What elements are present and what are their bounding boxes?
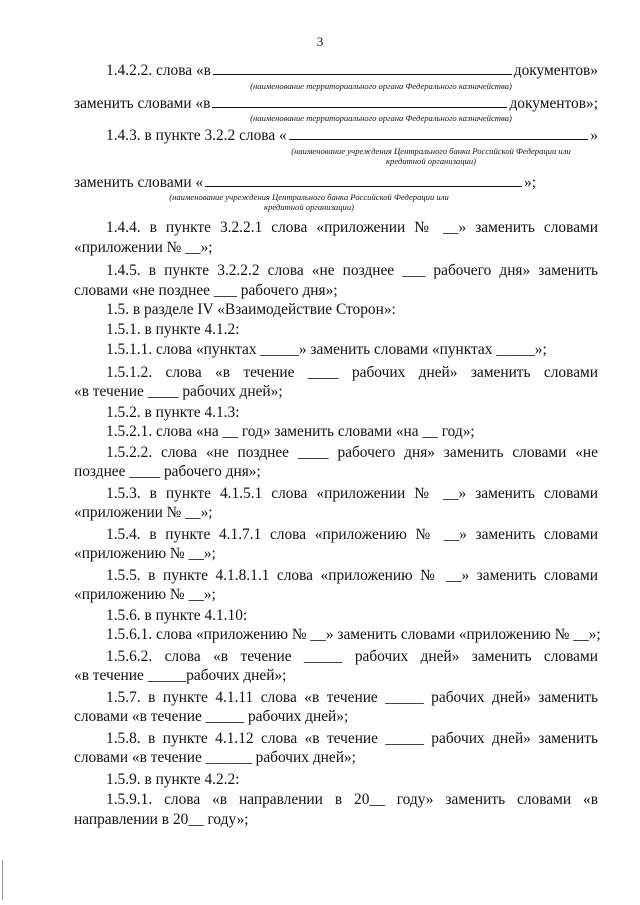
para-1-5-6: 1.5.6. в пункте 4.1.10: (106, 606, 248, 624)
para-1-5-1-2 (74, 363, 598, 402)
para-1-5-2-1: 1.5.2.1. слова «на __ год» заменить словами «на __ год»; (106, 423, 475, 440)
text: 1.5.4. в пункте 4.1.7.1 слова «приложению № __» заменить словами (106, 525, 598, 543)
para-1-4-5 (74, 261, 598, 300)
text: «приложении № __»; (74, 238, 213, 256)
para-1-5-1: 1.5.1. в пункте 4.1.2: (106, 320, 240, 338)
text: документов» (513, 62, 598, 79)
text: направлении в 20__ году»; (74, 810, 249, 828)
para-1-5-2-2 (74, 443, 598, 482)
text: 1.5.1.2. слова «в течение ____ рабочих дней» заменить словами (106, 363, 598, 381)
text: «в течение ____ рабочих дней»; (74, 383, 283, 400)
para-1-4-2-2 (74, 61, 598, 81)
caption: (наименование территориального органа Федерального казначейства) (250, 80, 512, 91)
scan-edge-mark (2, 860, 3, 900)
text: 1.5.5. в пункте 4.1.8.1.1 слова «приложению № __» заменить словами (106, 566, 598, 584)
para-1-5-7 (74, 688, 598, 727)
text: словами «не позднее ___ рабочего дня»; (74, 281, 338, 299)
text: 1.5.9.1. слова «в направлении в 20__ году» заменить словами «в (106, 791, 598, 808)
page-number: 3 (316, 34, 324, 49)
text: «в течение _____рабочих дней»; (74, 667, 287, 684)
para-1-5-8 (74, 729, 598, 768)
text: 1.5.7. в пункте 4.1.11 слова «в течение _____ рабочих дней» заменить (106, 688, 598, 706)
para-replace-2 (74, 173, 536, 193)
caption: (наименование учреждения Центрального банка Российской Федерации или (291, 145, 571, 156)
text: » (590, 127, 598, 144)
text: документов»; (509, 94, 598, 112)
caption: (наименование учреждения Центрального банка Российской Федерации или (169, 192, 449, 202)
blank-line (212, 106, 507, 108)
para-1-5: 1.5. в разделе IV «Взаимодействие Сторон»: (106, 301, 396, 318)
para-1-5-1-1: 1.5.1.1. слова «пунктах _____» заменить словами «пунктах _____»; (106, 341, 547, 358)
para-1-4-4 (74, 218, 598, 257)
text: 1.4.5. в пункте 3.2.2.2 слова «не позднее ___ рабочего дня» заменить (106, 262, 598, 279)
text: словами «в течение ______ рабочих дней»; (74, 749, 356, 766)
para-1-5-5 (74, 566, 598, 605)
text: 1.4.2.2. слова «в (106, 62, 211, 79)
blank-line (289, 138, 589, 140)
text: 1.4.4. в пункте 3.2.2.1 слова «приложении № __» заменить словами (106, 219, 598, 236)
text: «приложению № __»; (74, 545, 216, 562)
text: «приложению № __»; (74, 586, 216, 603)
caption: кредитной организации) (386, 155, 476, 166)
text: позднее ____ рабочего дня»; (74, 463, 261, 480)
blank-line (205, 185, 522, 187)
para-1-5-9: 1.5.9. в пункте 4.2.2: (106, 770, 240, 788)
text: словами «в течение _____ рабочих дней»; (74, 708, 349, 725)
para-replace-1 (74, 94, 598, 114)
blank-line (213, 73, 512, 75)
para-1-5-6-2 (74, 647, 598, 686)
para-1-5-6-1: 1.5.6.1. слова «приложению № __» заменить словами «приложению № __»; (106, 626, 601, 643)
para-1-4-3 (74, 126, 598, 146)
document-body (74, 61, 601, 829)
caption: кредитной организации) (264, 202, 354, 212)
para-1-5-3 (74, 484, 598, 523)
text: 1.5.8. в пункте 4.1.12 слова «в течение _____ рабочих дней» заменить (106, 729, 598, 747)
text: 1.5.3. в пункте 4.1.5.1 слова «приложении № __» заменить словами (106, 484, 598, 502)
text: 1.5.2.2. слова «не позднее ____ рабочего дня» заменить словами «не (106, 443, 598, 461)
text: 1.5.6.2. слова «в течение _____ рабочих дней» заменить словами (106, 647, 598, 665)
text: »; (524, 173, 536, 191)
para-1-5-4 (74, 525, 598, 564)
caption: (наименование территориального органа Федерального казначейства) (250, 113, 512, 123)
para-1-5-9-1 (74, 790, 598, 829)
text: «приложении № __»; (74, 504, 213, 521)
text: заменить словами « (74, 173, 204, 191)
para-1-5-2: 1.5.2. в пункте 4.1.3: (106, 403, 240, 421)
text: заменить словами «в (74, 94, 211, 112)
text: 1.4.3. в пункте 3.2.2 слова « (106, 127, 287, 144)
